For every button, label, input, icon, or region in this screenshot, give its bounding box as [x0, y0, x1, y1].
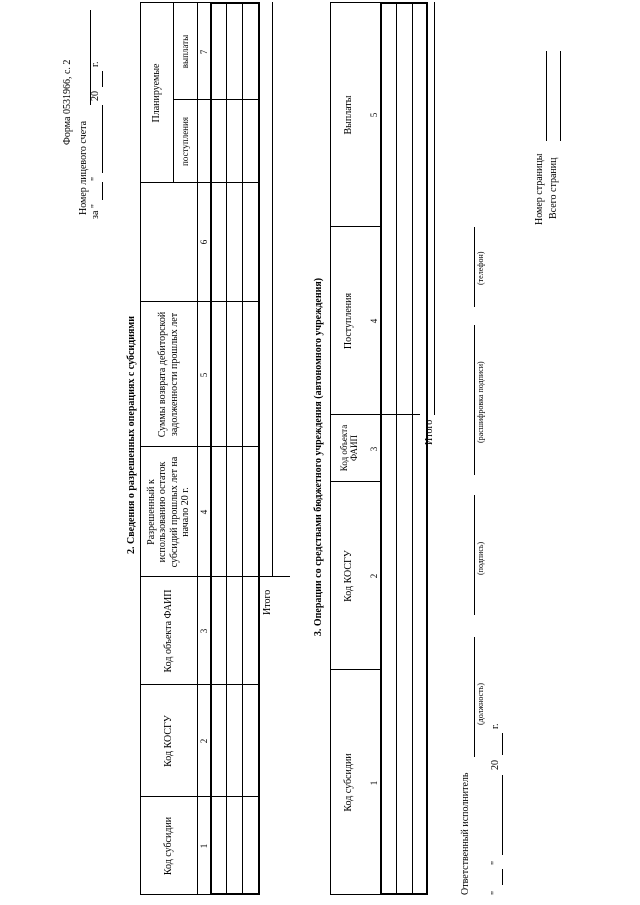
section2-total-label: Итого [262, 589, 273, 615]
signature-line [474, 495, 475, 615]
section3-data-rows [380, 2, 440, 895]
section3-total-line [434, 2, 435, 415]
s2-header-kosgu: Код КОСГУ [162, 715, 174, 767]
page-number-label: Номер страницы [534, 153, 545, 225]
s2-col-number-3: 3 [199, 628, 209, 634]
s2-col-number-1: 1 [199, 843, 209, 849]
section3-total-label: Итого [424, 419, 435, 445]
header-date-year-prefix: 20 [90, 91, 101, 101]
header-date-za: за " [90, 204, 101, 219]
phone-caption: (телефон) [476, 251, 485, 285]
s2-header-return-sums: Суммы возврата дебиторской задолженности прошлых лет [157, 311, 180, 438]
s3-header-kosgu: Код КОСГУ [343, 550, 355, 602]
section3-title: 3. Операции со средствами бюджетного учреждения (автономного учреждения) [313, 277, 324, 637]
footer-date-year-suffix: г. [490, 723, 501, 729]
s2-header-column-5-spacer [140, 183, 197, 302]
header-date-month-line [102, 105, 103, 173]
s2-col-number-5: 5 [199, 372, 209, 378]
s3-header-faip: Код объекта ФАИП [338, 424, 359, 472]
signature-caption: (подпись) [476, 541, 485, 575]
header-date-year-line [102, 71, 103, 87]
section2-title: 2. Сведения о разрешенных операциях с субсидиями [126, 316, 137, 554]
page-number-line [546, 51, 547, 141]
phone-line [474, 227, 475, 307]
responsible-label: Ответственный исполнитель [460, 772, 471, 895]
footer-date-day-line [502, 869, 503, 885]
footer-date-year-prefix: 20 [490, 760, 501, 770]
footer-date-month-line [502, 775, 503, 855]
header-date-year-suffix: г. [90, 61, 101, 67]
footer-date-quote-open: " [490, 890, 501, 895]
section2-total-line [272, 2, 273, 577]
decoding-caption: (расшифровка подписи) [476, 361, 485, 443]
s2-header-planned: Планируемые [150, 63, 162, 123]
s2-header-allowed-remainder: Разрешенный к использованию остаток субсидий прошлых лет на начало 20 г. [145, 456, 191, 568]
account-number-label: Номер лицевого счета [78, 120, 89, 215]
s2-col-number-4: 4 [199, 509, 209, 515]
s3-header-subsidy-code: Код субсидии [343, 753, 355, 812]
decoding-line [474, 325, 475, 475]
position-caption: (должность) [476, 683, 485, 725]
position-line [474, 637, 475, 757]
s2-col-number-2: 2 [199, 738, 209, 744]
s2-header-subsidy-code: Код субсидии [162, 816, 174, 876]
footer-date-year-line [502, 733, 503, 755]
s2-col-number-7: 7 [199, 49, 209, 55]
header-date-day-line [102, 182, 103, 200]
s3-header-payments: Выплаты [343, 95, 355, 135]
section2-data-rows [210, 2, 271, 895]
s2-header-receipts: поступления [179, 117, 190, 166]
section2-number-row-top [197, 2, 198, 895]
header-date-quote: " [90, 176, 101, 181]
s2-col-number-6: 6 [199, 239, 209, 245]
s3-col-number-2: 2 [369, 573, 379, 579]
s3-header-receipts: Поступления [343, 292, 355, 350]
form-label: Форма 0531966, с. 2 [62, 59, 73, 145]
s3-col-number-5: 5 [369, 112, 379, 118]
total-pages-label: Всего страниц [548, 157, 559, 219]
s2-header-faip: Код объекта ФАИП [162, 589, 174, 673]
total-pages-line [560, 51, 561, 141]
s2-header-payments: выплаты [179, 34, 190, 69]
footer-date-quote-close: " [490, 860, 501, 865]
s3-col-number-3: 3 [369, 446, 379, 452]
s3-col-number-4: 4 [369, 318, 379, 324]
s3-col-number-1: 1 [369, 780, 379, 786]
